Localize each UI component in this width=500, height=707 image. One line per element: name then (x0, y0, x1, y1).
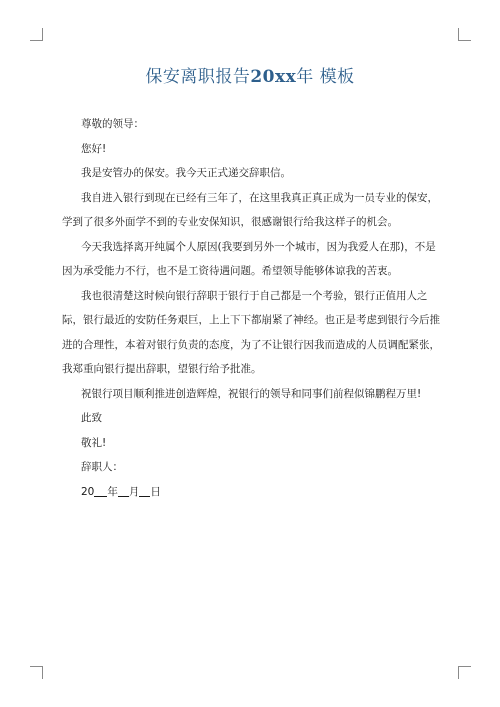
paragraph-3: 今天我选择离开纯属个人原因(我要到另外一个城市，因为我爱人在那)，不是因为承受能力不行，也不是工资待遇问题。希望领导能够体谅我的苦衷。 (62, 240, 436, 277)
closing-regards: 此致 (81, 412, 102, 424)
document-title (0, 62, 500, 87)
paragraph-4: 我也很清楚这时候向银行辞职于银行于自己都是一个考验，银行正值用人之际，银行最近的安防任务艰巨，上上下下都崩紧了神经。也正是考虑到银行今后推进的合理性，本着对银行负责的态度，为了不让银行因我而造成的人员调配紧张，我郑重向银行提出辞职，望银行给予批准。 (62, 289, 440, 375)
paragraph-1: 我是安管办的保安。我今天正式递交辞职信。 (81, 167, 291, 179)
date-line (62, 480, 440, 505)
crop-mark-bottom-right (458, 666, 471, 679)
date-day-blank (139, 484, 150, 497)
closing-salute: 敬礼! (81, 436, 107, 449)
date-month-blank (118, 484, 129, 497)
crop-mark-bottom-left (30, 666, 43, 679)
title-part-2: 年 模板 (296, 67, 355, 87)
date-month-label: 月 (128, 485, 140, 498)
crop-mark-top-right (458, 28, 471, 41)
date-year-label: 年 (107, 485, 118, 498)
greeting: 您好! (81, 142, 107, 155)
letter-body (62, 112, 440, 504)
title-part-1: 保安离职报告 (145, 67, 251, 87)
paragraph-5: 祝银行项目顺利推进创造辉煌，祝银行的领导和同事们前程似锦鹏程万里! (81, 387, 422, 400)
date-year-prefix: 20 (81, 485, 95, 498)
salutation: 尊敬的领导： (81, 118, 144, 130)
date-day-label: 日 (150, 485, 161, 498)
signature-label: 辞职人： (81, 461, 123, 473)
title-year: 20xx (250, 67, 297, 87)
crop-mark-top-left (30, 28, 43, 41)
paragraph-2: 我自进入银行到现在已经有三年了，在这里我真正真正成为一员专业的保安，学到了很多外面学不到的专业安保知识，很感谢银行给我这样子的机会。 (62, 191, 438, 228)
date-year-blank (94, 484, 107, 497)
